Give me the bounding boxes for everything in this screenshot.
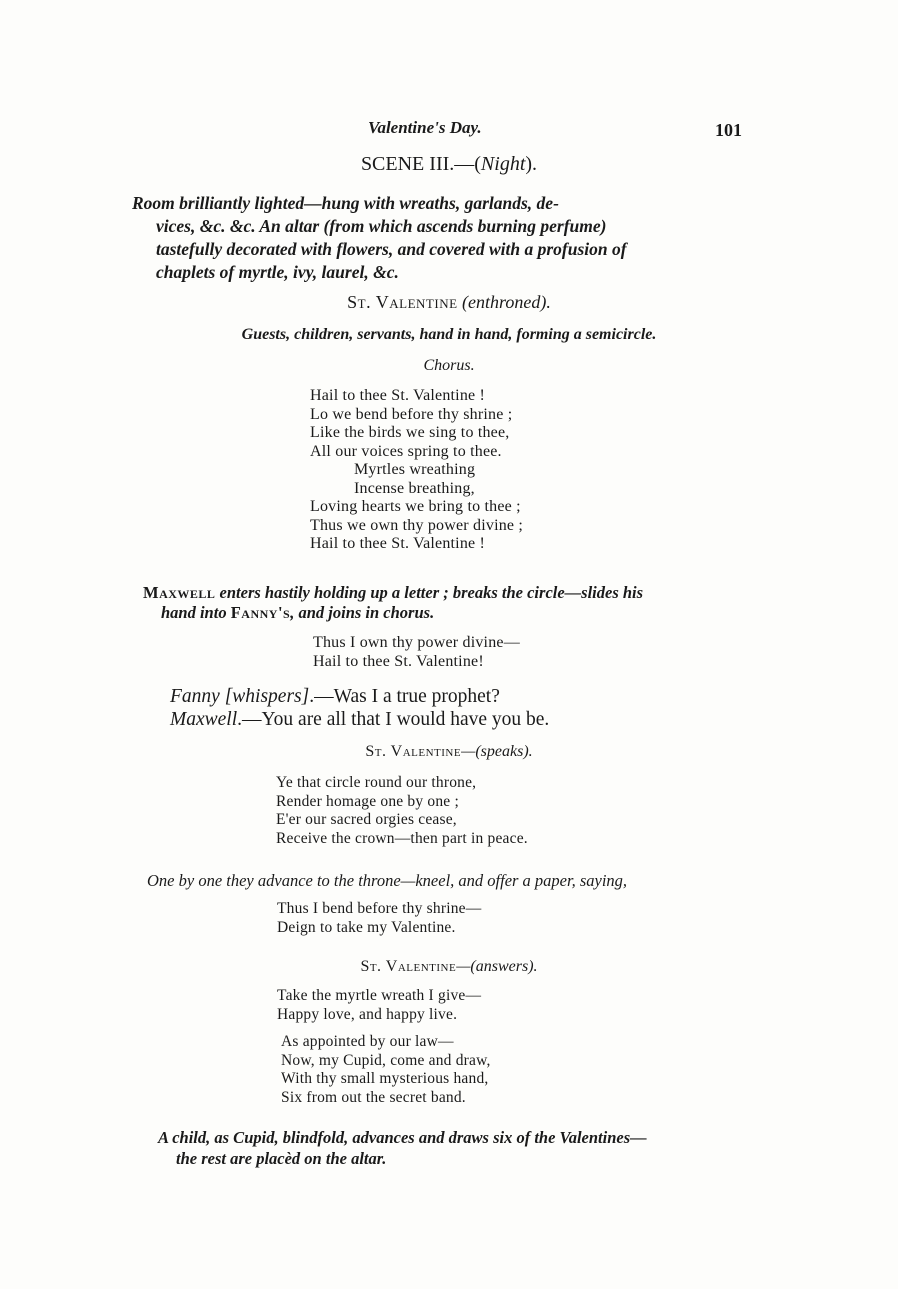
law-verse [281, 1033, 491, 1107]
speaker-name: St. Valentine [360, 958, 457, 975]
stage-line: vices, &c. &c. An altar (from which ascends burning perfume) [156, 216, 607, 236]
speaker-name: St. Valentine [347, 292, 458, 312]
dialog-maxwell [170, 708, 549, 731]
speaks-heading [0, 743, 898, 761]
dialog-fanny [170, 685, 500, 708]
verse-line: Incense breathing, [354, 479, 475, 497]
fanny-name: Fanny's [230, 603, 291, 622]
speaker-maxwell: Maxwell [170, 709, 238, 730]
page-header [0, 118, 898, 142]
verse-line: All our voices spring to thee. [310, 442, 502, 460]
verse-line: Deign to take my Valentine. [277, 918, 456, 936]
answers-heading [0, 958, 898, 976]
chorus-verse [310, 387, 523, 554]
verse-line: Take the myrtle wreath I give— [277, 987, 482, 1004]
dialog-text: .—Was I a true prophet? [309, 686, 500, 707]
verse-line: As appointed by our law— [281, 1033, 454, 1050]
stage-note: [whispers] [224, 686, 310, 707]
stage-direction-advance: One by one they advance to the throne—kneel, and offer a paper, saying, [147, 871, 628, 890]
scene-title [0, 153, 898, 176]
maxwell-text-1: enters hastily holding up a letter ; breaks the circle—slides his [215, 583, 644, 602]
verse-line: Myrtles wreathing [354, 461, 476, 478]
verse-line: E'er our sacred orgies cease, [276, 811, 457, 828]
stage-line: Room brilliantly lighted—hung with wreaths, garlands, de- [132, 193, 559, 213]
verse-line: Thus we own thy power divine ; [310, 516, 524, 534]
stage-line: tastefully decorated with flowers, and covered with a profusion of [156, 239, 627, 259]
speaker-fanny: Fanny [170, 686, 220, 707]
guests-direction: Guests, children, servants, hand in hand, forming a semicircle. [241, 326, 657, 343]
stage-direction-final [158, 1127, 798, 1169]
stage-direction-room [132, 192, 772, 284]
verse-line: Render homage one by one ; [276, 792, 459, 810]
verse-line: Six from out the secret band. [281, 1088, 466, 1106]
verse-line: Now, my Cupid, come and draw, [281, 1051, 491, 1069]
page-number: 101 [715, 120, 742, 140]
maxwell-text-2a: hand into [161, 603, 231, 622]
speaks-note: —(speaks). [461, 743, 533, 760]
speaker-name: St. Valentine [365, 743, 462, 760]
verse-line: Happy love, and happy live. [277, 1005, 458, 1023]
guest-verse [277, 900, 481, 937]
verse-line: Lo we bend before thy shrine ; [310, 405, 513, 423]
enthroned-heading [0, 292, 898, 313]
verse-line: Receive the crown—then part in peace. [276, 829, 528, 847]
stage-direction-maxwell [143, 583, 783, 623]
answer-verse [277, 987, 481, 1024]
verse-line: Ye that circle round our throne, [276, 774, 477, 791]
verse-line: Thus I own thy power divine— [313, 634, 520, 651]
stage-line [143, 603, 783, 623]
verse-line: Like the birds we sing to thee, [310, 424, 510, 441]
scene-title-text: SCENE III.—( [360, 153, 481, 175]
scene-title-night: Night [480, 153, 526, 175]
dialog-text: .—You are all that I would have you be. [237, 709, 550, 730]
valentine-verse [276, 774, 528, 848]
answers-note: —(answers). [456, 958, 538, 975]
chorus-repeat [313, 634, 520, 671]
verse-line: Hail to thee St. Valentine ! [310, 387, 486, 404]
scene-title-end: ). [525, 153, 538, 175]
verse-line: With thy small mysterious hand, [281, 1070, 489, 1087]
enthroned-note: (enthroned). [462, 292, 551, 312]
stage-line [143, 583, 783, 603]
stage-line: A child, as Cupid, blindfold, advances and draws six of the Valentines— [158, 1128, 647, 1147]
verse-line: Hail to thee St. Valentine! [313, 652, 484, 670]
verse-line: Hail to thee St. Valentine ! [310, 535, 486, 552]
stage-line: the rest are placèd on the altar. [176, 1149, 387, 1168]
stage-line: chaplets of myrtle, ivy, laurel, &c. [156, 262, 399, 282]
verse-line: Loving hearts we bring to thee ; [310, 498, 521, 515]
running-title: Valentine's Day. [368, 118, 482, 137]
maxwell-name: Maxwell [143, 583, 216, 602]
chorus-label: Chorus. [423, 357, 475, 374]
maxwell-text-2b: , and joins in chorus. [290, 603, 435, 622]
verse-line: Thus I bend before thy shrine— [277, 900, 482, 917]
